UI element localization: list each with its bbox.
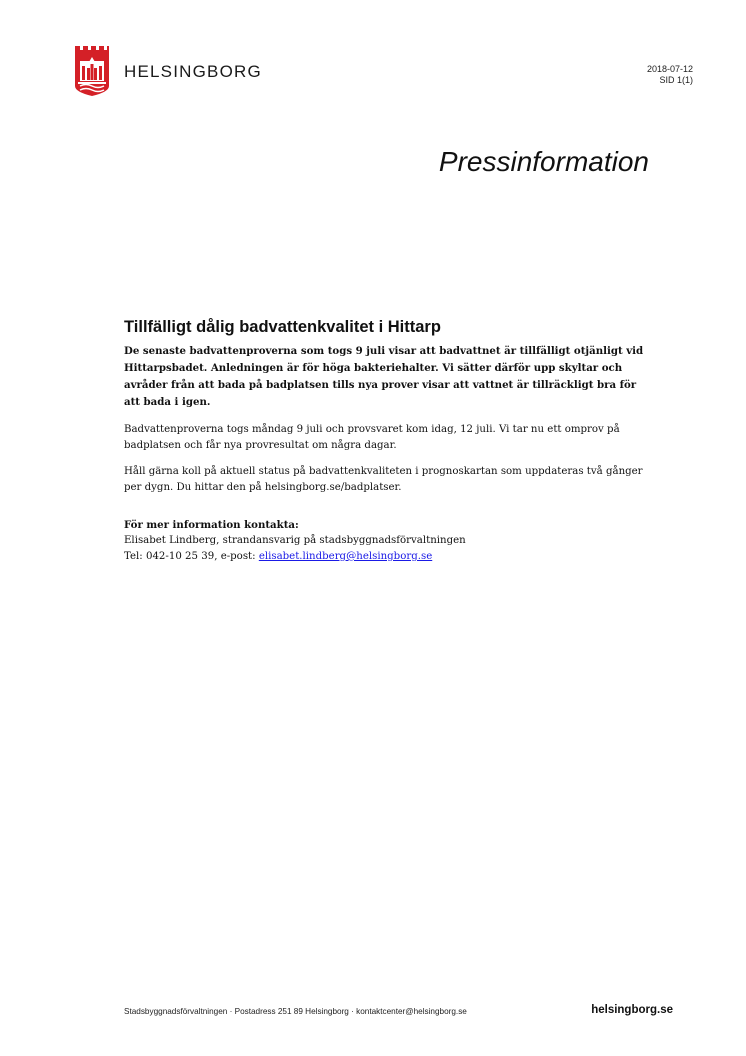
- footer-website: helsingborg.se: [591, 1004, 673, 1016]
- article-paragraph: Badvattenproverna togs måndag 9 juli och provsvaret kom idag, 12 juli. Vi tar nu ett omprov på badplatsen och får nya provresultat om några dagar.: [124, 424, 620, 451]
- article-lead: De senaste badvattenproverna som togs 9 juli visar att badvattnet är tillfälligt otjänligt vid Hittarpsbadet. Anledningen är för höga bakteriehalter. Vi sätter därför upp skyltar och avråder från att bada på badplatsen tills nya prover visar att vattnet är tillräckligt bra för att bada i igen.: [124, 345, 644, 408]
- document-meta: [647, 64, 693, 86]
- article-headline: Tillfälligt dålig badvattenkvalitet i Hittarp: [124, 318, 441, 336]
- footer-address: Stadsbyggnadsförvaltningen · Postadress 251 89 Helsingborg · kontaktcenter@helsingborg.se: [124, 1007, 467, 1016]
- article-body: [124, 318, 644, 565]
- contact-block: [124, 517, 644, 565]
- page-number: SID 1(1): [659, 75, 693, 85]
- document-date: 2018-07-12: [646, 64, 693, 74]
- document-type-title: Pressinformation: [438, 146, 649, 177]
- contact-phone: Tel: 042-10 25 39, e-post:: [124, 551, 259, 562]
- contact-person: Elisabet Lindberg, strandansvarig på stadsbyggnadsförvaltningen: [124, 535, 466, 546]
- helsingborg-crest-logo: [74, 44, 110, 98]
- contact-details: [124, 549, 644, 565]
- contact-heading: För mer information kontakta:: [124, 519, 299, 531]
- contact-email-link[interactable]: elisabet.lindberg@helsingborg.se: [258, 551, 433, 562]
- brand-name: HELSINGBORG: [124, 62, 262, 81]
- article-paragraph: Håll gärna koll på aktuell status på badvattenkvaliteten i prognoskartan som uppdateras två gånger per dygn. Du hittar den på helsingborg.se/badplatser.: [124, 466, 643, 493]
